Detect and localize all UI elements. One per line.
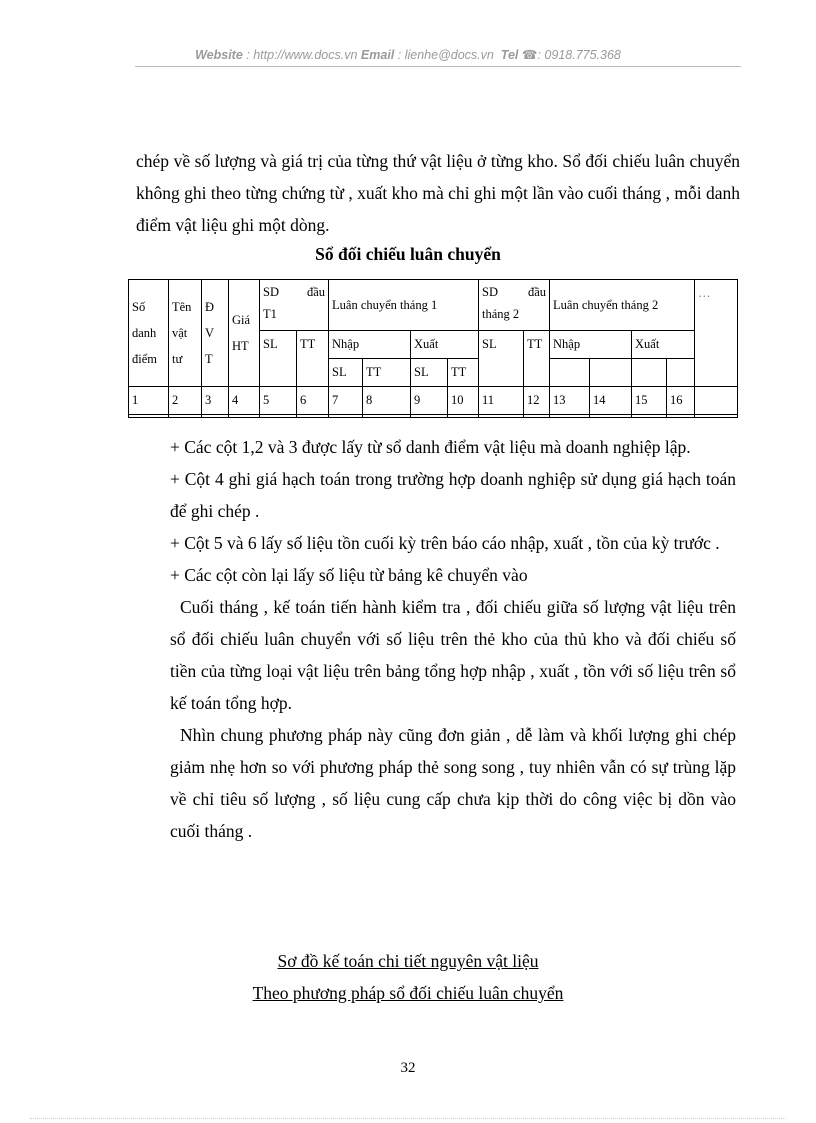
- t1-xuat-sl: SL: [411, 359, 448, 387]
- t1-xuat: Xuất: [411, 331, 479, 359]
- page-header: [0, 47, 816, 62]
- footer-divider: [30, 1118, 786, 1119]
- col-number: 9: [411, 387, 448, 415]
- column-notes: [170, 431, 736, 847]
- tel-value: : 0918.775.368: [537, 48, 621, 62]
- t2-nhap-sl: [550, 359, 590, 387]
- list-item: + Các cột 1,2 và 3 được lấy từ sổ danh điểm vật liệu mà doanh nghiệp lập.: [170, 437, 691, 457]
- sd-t2-tt: TT: [524, 331, 550, 387]
- diagram-title-line2: Theo phương pháp sổ đối chiếu luân chuyển: [252, 983, 564, 1003]
- sd-t1-sl: SL: [260, 331, 297, 387]
- col-header-sd-dau-t1: [260, 280, 329, 331]
- col-header-dvt: Đ V T: [202, 280, 229, 387]
- tel-label: Tel: [500, 48, 519, 62]
- sd-t1-tt: TT: [297, 331, 329, 387]
- sd-t2-sl: SL: [479, 331, 524, 387]
- t2-xuat-tt: [667, 359, 695, 387]
- overall-paragraph: Nhìn chung phương pháp này cũng đơn giản , dễ làm và khối lượng ghi chép giảm nhẹ hơn so với phương pháp thẻ song song , tuy nhiên vẫn có sự trùng lặp về chỉ tiêu số lượng , số liệu cung cấp chưa kịp thời do công việc bị dồn vào cuối tháng .: [170, 725, 736, 841]
- col-header-gia-ht: Giá HT: [229, 280, 260, 387]
- sd-label: SD: [263, 285, 279, 299]
- t1-xuat-tt: TT: [448, 359, 479, 387]
- dau-label: đầu: [527, 285, 547, 299]
- col-number: 1: [129, 387, 169, 415]
- col-header-sd-dau-t2: [479, 280, 550, 331]
- col-header-luan-chuyen-t2: Luân chuyển tháng 2: [550, 280, 695, 331]
- t2-nhap-tt: [590, 359, 632, 387]
- thang2-label: tháng 2: [482, 307, 520, 321]
- t2-xuat-sl: [632, 359, 667, 387]
- header-divider: [135, 66, 741, 67]
- header-sep: :: [242, 48, 254, 62]
- col-number: 7: [329, 387, 363, 415]
- col-number: 4: [229, 387, 260, 415]
- list-item: + Cột 5 và 6 lấy số liệu tồn cuối kỳ trên báo cáo nhập, xuất , tồn của kỳ trước .: [170, 533, 720, 553]
- col-number: 13: [550, 387, 590, 415]
- t1-nhap-tt: TT: [363, 359, 411, 387]
- website-label: Website: [195, 48, 243, 62]
- t2-xuat: Xuất: [632, 331, 695, 359]
- website-url[interactable]: http://www.docs.vn: [253, 48, 358, 62]
- intro-paragraph: chép về số lượng và giá trị của từng thứ vật liệu ở từng kho. Sổ đối chiếu luân chuyển không ghi theo từng chứng từ , xuất kho mà chỉ ghi một lần vào cuối tháng , mỗi danh điểm vật liệu ghi một dòng.: [136, 151, 740, 235]
- t1-nhap-sl: SL: [329, 359, 363, 387]
- col-number: 15: [632, 387, 667, 415]
- col-number-empty: [695, 387, 738, 415]
- col-number: 8: [363, 387, 411, 415]
- col-header-so-danh-diem: Số danh điểm: [129, 280, 169, 387]
- empty-data-row: [129, 415, 738, 418]
- sd-label: SD: [482, 285, 498, 299]
- col-number: 6: [297, 387, 329, 415]
- table-title: Sổ đối chiếu luân chuyển: [315, 244, 501, 264]
- list-item: + Các cột còn lại lấy số liệu từ bảng kê chuyển vào: [170, 565, 528, 585]
- dau-label: đầu: [306, 285, 326, 299]
- t1-nhap: Nhập: [329, 331, 411, 359]
- reconciliation-table: [128, 279, 738, 418]
- col-number: 2: [169, 387, 202, 415]
- email-value[interactable]: lienhe@docs.vn: [404, 48, 494, 62]
- col-number: 16: [667, 387, 695, 415]
- col-number: 10: [448, 387, 479, 415]
- t2-nhap: Nhập: [550, 331, 632, 359]
- col-number: 12: [524, 387, 550, 415]
- col-header-ellipsis: …: [695, 280, 738, 387]
- col-number: 11: [479, 387, 524, 415]
- email-label: Email: [360, 48, 395, 62]
- col-number: 5: [260, 387, 297, 415]
- page-number: 32: [400, 1060, 416, 1076]
- header-sep: :: [394, 48, 405, 62]
- col-header-luan-chuyen-t1: Luân chuyển tháng 1: [329, 280, 479, 331]
- col-header-ten-vat-tu: Tên vật tư: [169, 280, 202, 387]
- list-item: + Cột 4 ghi giá hạch toán trong trường hợp doanh nghiệp sử dụng giá hạch toán để ghi chép .: [170, 469, 736, 521]
- col-number: 3: [202, 387, 229, 415]
- end-of-month-paragraph: Cuối tháng , kế toán tiến hành kiểm tra , đối chiếu giữa số lượng vật liệu trên sổ đối chiếu luân chuyển với số liệu trên thẻ kho của thủ kho và đối chiếu số tiền của từng loại vật liệu trên bảng tổng hợp nhập , xuất , tồn với số liệu trên sổ kế toán tổng hợp.: [170, 597, 736, 713]
- phone-icon: ☎: [521, 48, 538, 62]
- t1-label: T1: [263, 307, 277, 321]
- column-number-row: [129, 387, 738, 415]
- col-number: 14: [590, 387, 632, 415]
- diagram-title-line1: Sơ đồ kế toán chi tiết nguyên vật liệu: [277, 951, 539, 971]
